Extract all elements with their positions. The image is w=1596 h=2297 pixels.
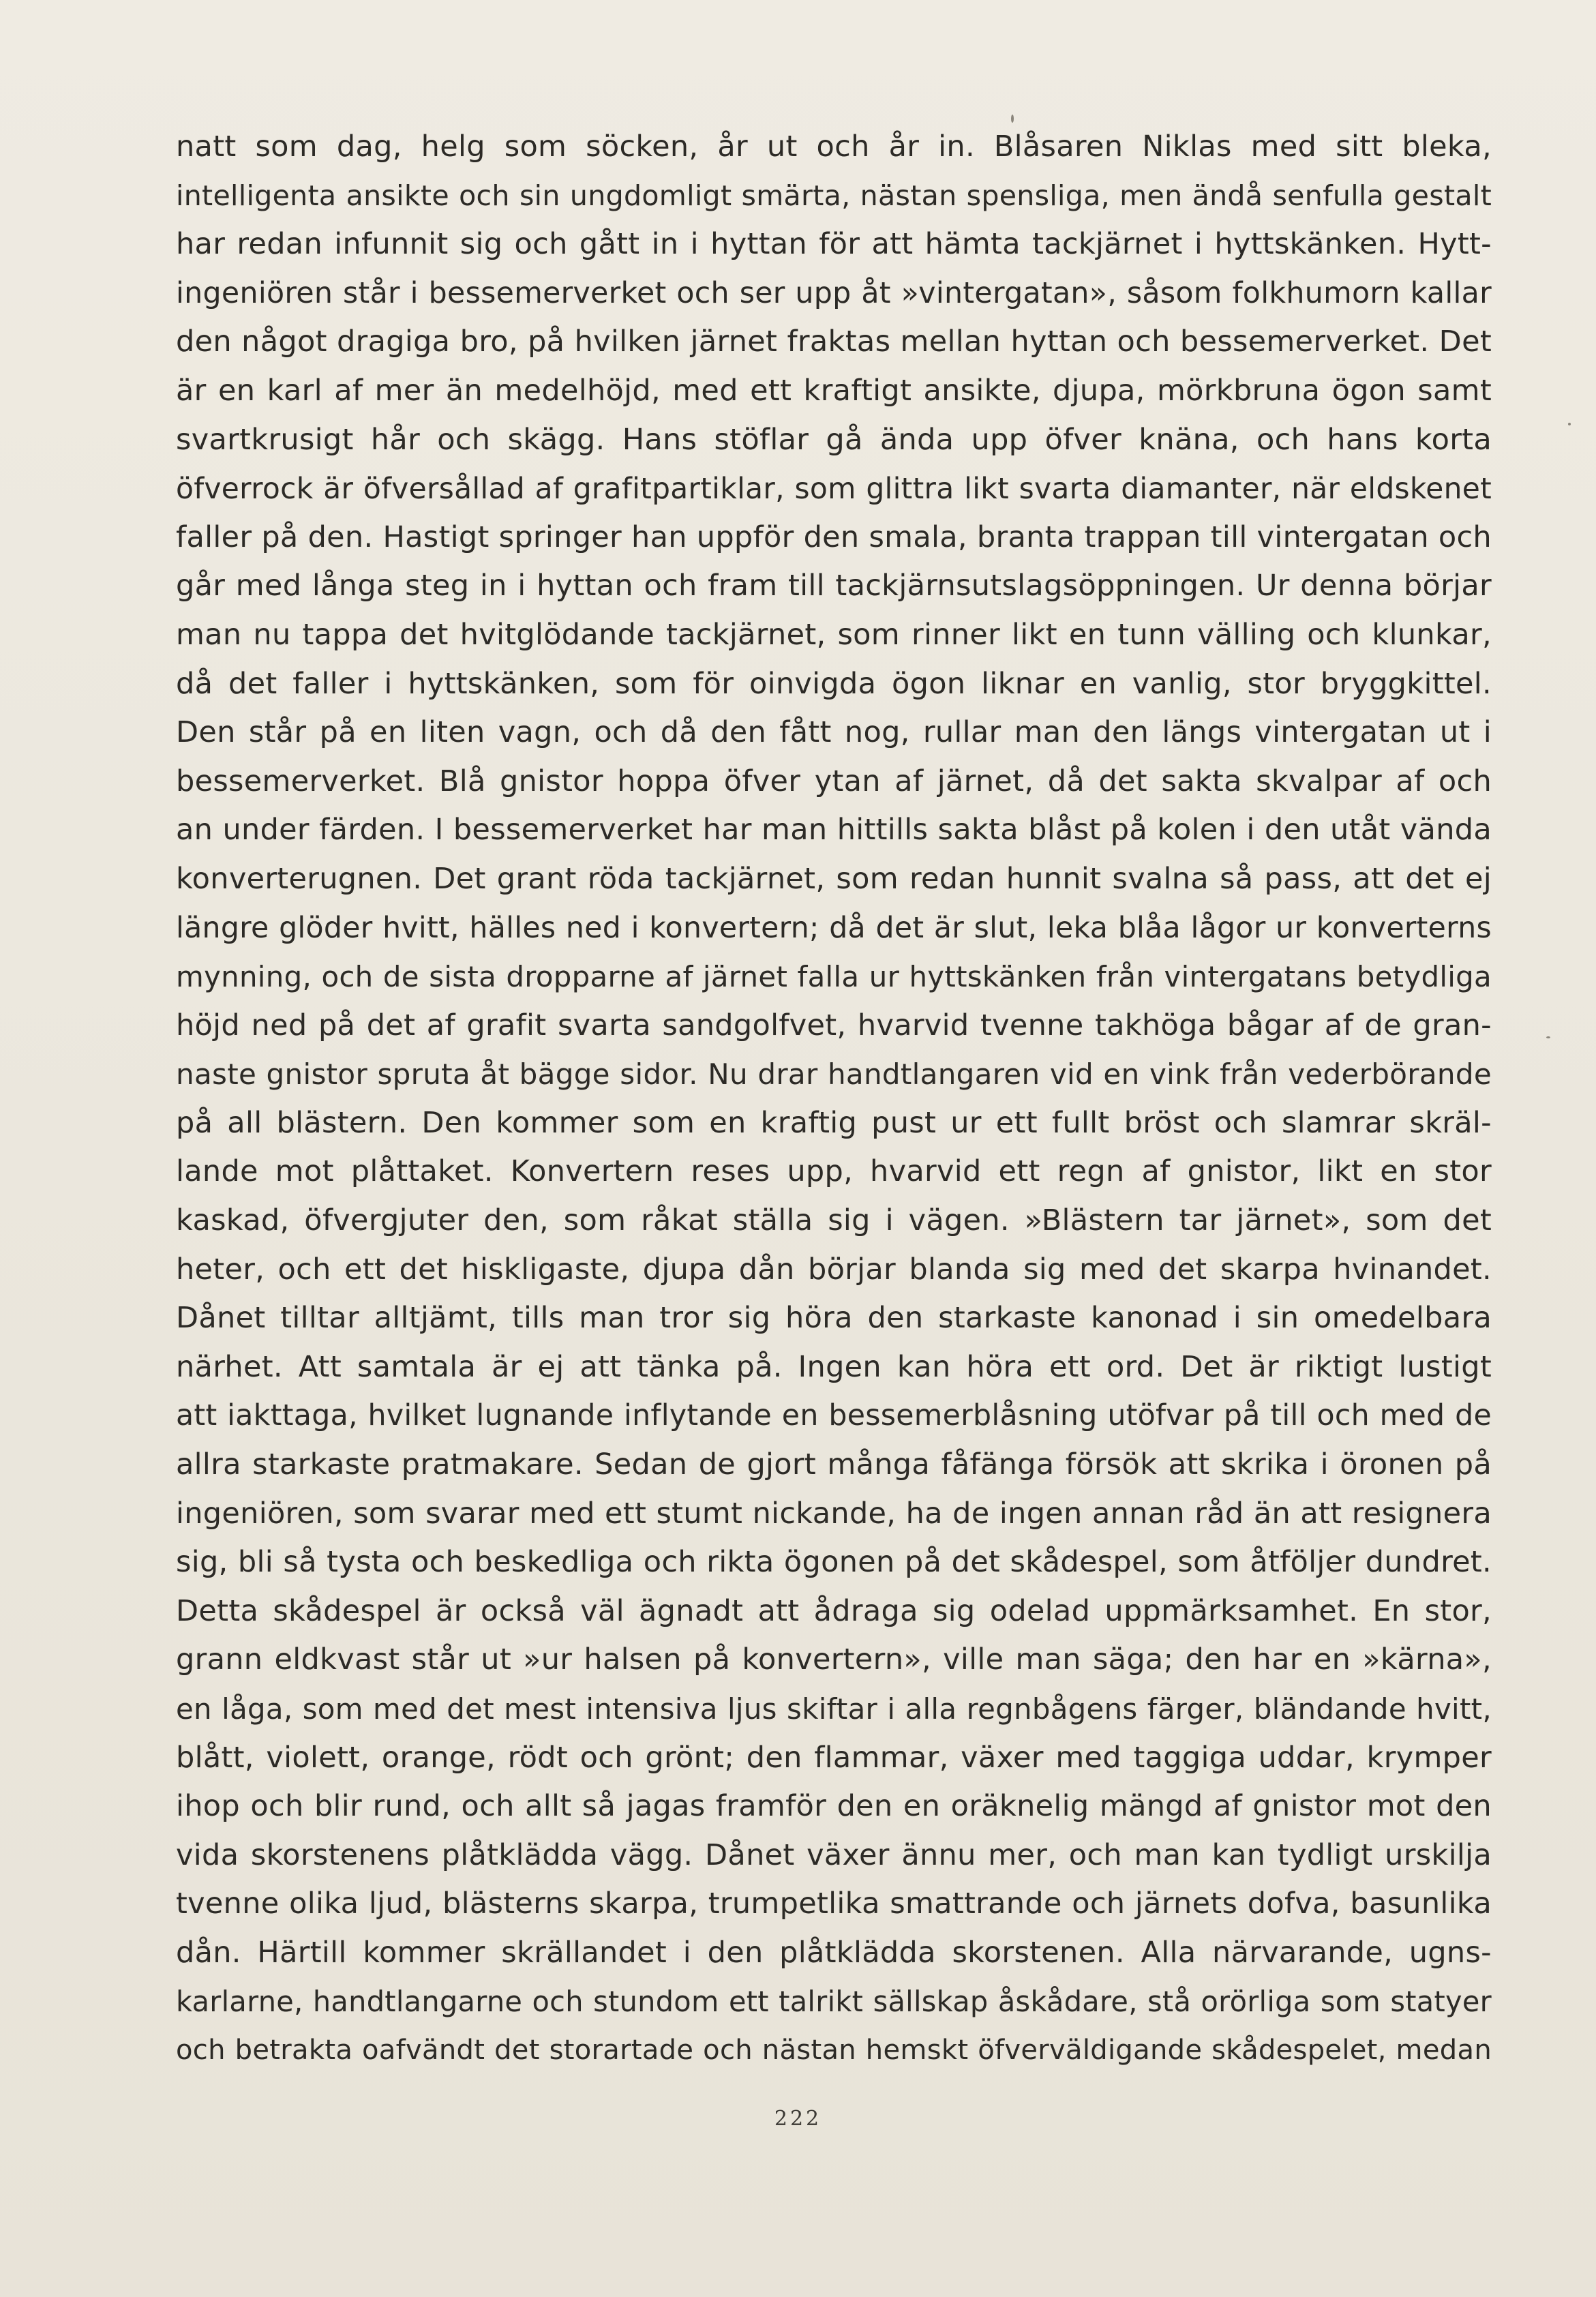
text-line: går med långa steg in i hyttan och fram till tackjärnsutslagsöppningen. Ur denna börjar xyxy=(176,569,1492,603)
text-line: grann eldkvast står ut »ur halsen på konvertern», ville man säga; den har en »kärna», xyxy=(176,1642,1492,1677)
text-line: har redan infunnit sig och gått in i hyttan för att hämta tackjärnet i hyttskänken. Hytt- xyxy=(176,227,1492,262)
text-line: en låga, som med det mest intensiva ljus skiftar i alla regnbågens färger, bländande hvitt, xyxy=(176,1692,1492,1726)
text-line: an under färden. I bessemerverket har man hittills sakta blåst på kolen i den utåt vända xyxy=(176,813,1492,847)
text-line: är en karl af mer än medelhöjd, med ett kraftigt ansikte, djupa, mörkbruna ögon samt xyxy=(176,373,1492,408)
text-line: allra starkaste pratmakare. Sedan de gjort många fåfänga försök att skrika i öronen på xyxy=(176,1447,1492,1482)
text-line: på all blästern. Den kommer som en kraftig pust ur ett fullt bröst och slamrar skräl- xyxy=(176,1105,1492,1140)
paper-speck xyxy=(1546,1036,1550,1038)
text-line: ingeniören står i bessemerverket och ser upp åt »vintergatan», såsom folkhumorn kallar xyxy=(176,275,1492,310)
text-line: konverterugnen. Det grant röda tackjärnet, som redan hunnit svalna så pass, att det ej xyxy=(176,861,1492,896)
text-line: naste gnistor spruta åt bägge sidor. Nu drar handtlangaren vid en vink från vederbörande xyxy=(176,1057,1492,1092)
text-line: närhet. Att samtala är ej att tänka på. Ingen kan höra ett ord. Det är riktigt lustigt xyxy=(176,1349,1492,1384)
text-line: ingeniören, som svarar med ett stumt nickande, ha de ingen annan råd än att resignera xyxy=(176,1496,1492,1531)
body-text xyxy=(176,123,1492,2075)
text-line: heter, och ett det hiskligaste, djupa dån börjar blanda sig med det skarpa hvinandet. xyxy=(176,1252,1492,1287)
text-line: intelligenta ansikte och sin ungdomligt smärta, nästan spensliga, men ändå senfulla gestalt xyxy=(176,179,1492,212)
text-line: svartkrusigt hår och skägg. Hans stöflar gå ända upp öfver knäna, och hans korta xyxy=(176,422,1492,457)
page-number: 222 xyxy=(774,2107,822,2131)
text-line: faller på den. Hastigt springer han uppför den smala, branta trappan till vintergatan och xyxy=(176,520,1492,554)
text-line: natt som dag, helg som söcken, år ut och år in. Blåsaren Niklas med sitt bleka, xyxy=(176,130,1492,164)
text-line: ihop och blir rund, och allt så jagas framför den en oräknelig mängd af gnistor mot den xyxy=(176,1789,1492,1824)
text-line: dån. Härtill kommer skrällandet i den plåtklädda skorstenen. Alla närvarande, ugns- xyxy=(176,1935,1492,1970)
text-line: tvenne olika ljud, blästerns skarpa, trumpetlika smattrande och järnets dofva, basunlika xyxy=(176,1887,1492,1921)
text-line: sig, bli så tysta och beskedliga och rikta ögonen på det skådespel, som åtföljer dundret. xyxy=(176,1545,1492,1580)
text-line: Den står på en liten vagn, och då den fått nog, rullar man den längs vintergatan ut i xyxy=(176,715,1492,750)
text-line: karlarne, handtlangarne och stundom ett talrikt sällskap åskådare, stå orörliga som statyer xyxy=(176,1985,1492,2018)
text-line: vida skorstenens plåtklädda vägg. Dånet växer ännu mer, och man kan tydligt urskilja xyxy=(176,1837,1492,1872)
text-line: då det faller i hyttskänken, som för oinvigda ögon liknar en vanlig, stor bryggkittel. xyxy=(176,666,1492,701)
text-line: kaskad, öfvergjuter den, som råkat ställa sig i vägen. »Blästern tar järnet», som det xyxy=(176,1203,1492,1238)
text-line: lande mot plåttaket. Konvertern reses upp, hvarvid ett regn af gnistor, likt en stor xyxy=(176,1154,1492,1189)
paper-speck xyxy=(1568,423,1571,425)
text-line: man nu tappa det hvitglödande tackjärnet, som rinner likt en tunn välling och klunkar, xyxy=(176,617,1492,652)
text-line: bessemerverket. Blå gnistor hoppa öfver ytan af järnet, då det sakta skvalpar af och xyxy=(176,764,1492,798)
text-line: mynning, och de sista dropparne af järnet falla ur hyttskänken från vintergatans betydliga xyxy=(176,960,1492,994)
text-line: blått, violett, orange, rödt och grönt; den flammar, växer med taggiga uddar, krymper xyxy=(176,1740,1492,1775)
text-line: att iakttaga, hvilket lugnande inflytande en bessemerblåsning utöfvar på till och med de xyxy=(176,1398,1492,1433)
text-line: Detta skådespel är också väl ägnadt att ådraga sig odelad uppmärksamhet. En stor, xyxy=(176,1593,1492,1628)
text-line: längre glöder hvitt, hälles ned i konvertern; då det är slut, leka blåa lågor ur konverterns xyxy=(176,910,1492,945)
text-line: Dånet tilltar alltjämt, tills man tror sig höra den starkaste kanonad i sin omedelbara xyxy=(176,1301,1492,1336)
text-line: och betrakta oafvändt det storartade och nästan hemskt öfverväldigande skådespelet, medan xyxy=(176,2035,1492,2067)
text-line: höjd ned på det af grafit svarta sandgolfvet, hvarvid tvenne takhöga bågar af de gran- xyxy=(176,1008,1492,1042)
paper-speck xyxy=(1011,115,1014,123)
text-line: öfverrock är öfversållad af grafitpartiklar, som glittra likt svarta diamanter, när eldskenet xyxy=(176,472,1492,506)
text-line: den något dragiga bro, på hvilken järnet fraktas mellan hyttan och bessemerverket. Det xyxy=(176,325,1492,359)
